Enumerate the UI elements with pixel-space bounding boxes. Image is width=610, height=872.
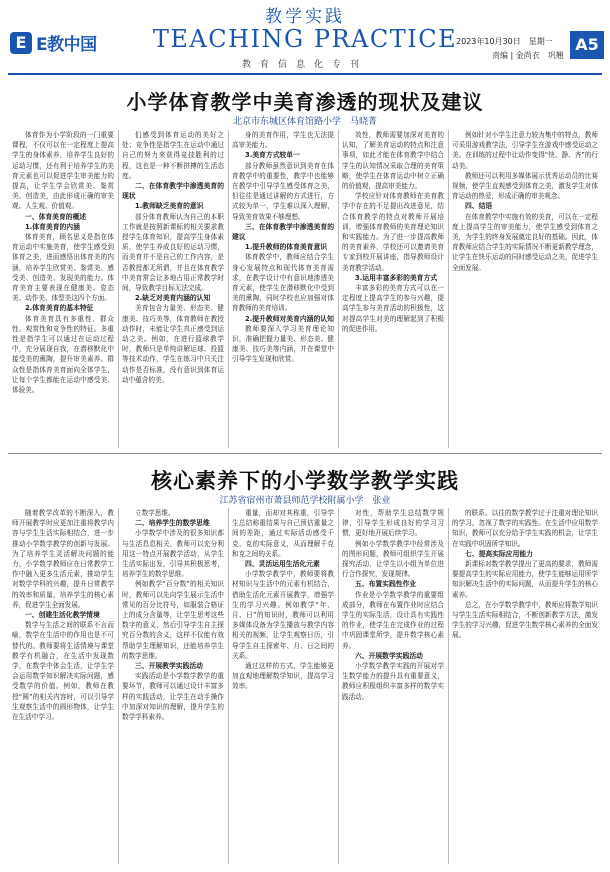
article2-byline: 江苏省宿州市萧县师范学校附属小学 张业 [219, 496, 391, 506]
section-heading: 七、提高实际应用能力 [465, 549, 533, 558]
section-heading: 1.提升教师的体育美育意识 [245, 243, 328, 252]
column-divider [228, 130, 229, 448]
section-heading: 二、在体育教学中渗透美育的现状 [122, 182, 224, 201]
body-paragraph: 体育作为小学阶段的一门重要课程，不仅可以在一定程度上提高学生的身体素养，培养学生良好的运动习惯，还有利于培养学生的美育元素也可以促进学生审美能力的提高，让学生学会欣赏美、鉴赏美、创造美，由此形成正确的审美观、人生观、价值观。 [12, 131, 114, 211]
column-divider [228, 508, 229, 864]
body-paragraph: 丰富多彩的美育方式可以在一定程度上提高学生的参与兴趣，提高学生参与美育活动的积极性，这对提高学生对美的理解起到了积极的促进作用。 [342, 284, 444, 333]
article1-column-1 [12, 130, 114, 448]
section-title-en: TEACHING PRACTICE [152, 25, 458, 53]
column-divider [338, 508, 339, 864]
body-paragraph: 对性，帮助学生总结数学规律，引导学生形成良好的学习习惯，更好地开展后续学习。 [342, 509, 444, 538]
body-paragraph: 例如教学“百分数”的相关知识时，教师可以先向学生展示生活中常见的百分比符号，如服装合格证上的成分含量等，让学生思考这些数字的意义，然后引导学生自主探究百分数的含义，这样不仅能有效帮助学生理解知识，还能培养学生的数学思维。 [122, 580, 224, 660]
body-paragraph: 小学数学教学中，教师要将教材知识与生活中的元素有机结合，借助生活化元素开展教学，增强学生的学习兴趣。例如教学“年、月、日”的知识时，教师可以利用多媒体设备为学生播放与教学内容相关的视频，让学生观察日历，引导学生自主探索年、月、日之间的关系。 [232, 570, 334, 660]
body-paragraph: 小学数学中涉及的很多知识都与生活息息相关，教师可以充分利用这一特点开展教学活动，从学生生活实际出发，引导其积极思考，培养学生的数学思维。 [122, 529, 224, 579]
body-paragraph: 美育包含力量美、形态美、健康美、技巧美等，体育教师在教授动作时，未能让学生真正感受到运动之美。例如，在进行篮球教学时，教师只是单纯讲解运球、投篮等技术动作，学生在练习中只关注动作是否标准，没有意识到体育运动中蕴含的美。 [122, 304, 224, 384]
column-divider [118, 130, 119, 448]
article2-column-3 [232, 508, 334, 864]
article2-column-1 [12, 508, 114, 864]
body-paragraph: 随着教学改革的不断深入，教师开展教学时应更加注重将教学内容与学生生活实际相结合，进一步推动小学数学教学的创新与发展。为了培养学生灵活解决问题的能力，小学数学教师应在日常教学工作中融入更多生活元素，推动学生对数学学科的兴趣，提升日常教学的效率和质量，培养学生的核心素养，促进学生全面发展。 [12, 509, 114, 609]
article1-column-5 [452, 130, 598, 448]
logo-e-icon: E [10, 32, 32, 54]
body-paragraph: 教师还可以利用多媒体展示优秀运动员的比赛视频，使学生直观感受到体育之美，激发学生对体育运动的热爱，形成正确的审美观念。 [452, 171, 598, 201]
article1-column-3 [232, 130, 334, 448]
section-heading: 三、开展教学实践活动 [135, 662, 203, 671]
section-heading: 三、在体育教学中渗透美育的建议 [232, 222, 334, 242]
section-heading: 3.运用丰富多彩的美育方式 [355, 273, 438, 282]
article1-byline: 北京市东城区体育馆路小学 马晓菁 [232, 117, 377, 127]
column-divider [118, 508, 119, 864]
section-heading: 2.提升教师对美育内涵的认知 [245, 314, 334, 323]
body-paragraph: 例如小学数学教学中经常涉及的图形问题，教师可组织学生开展探究活动，让学生以小组为单位进行合作探究，发现规律。 [342, 539, 444, 579]
body-paragraph: 们感受到体育运动的美好之处；竞争性是指学生在运动中通过自己的努力来获得竞技胜利的过程，这也是一种不断拼搏的生活态度。 [122, 131, 224, 180]
section-heading: 1.教师缺乏美育的意识 [135, 202, 204, 211]
article2-column-4 [342, 508, 444, 864]
section-heading: 五、布置实践性作业 [355, 580, 417, 589]
masthead [0, 0, 610, 82]
section-heading: 四、结语 [465, 202, 493, 211]
section-heading: 1.体育美育的内涵 [25, 222, 80, 231]
section-heading: 2.体育美育的基本特征 [25, 304, 94, 313]
body-paragraph: 实践活动是小学数学教学的重要环节，教师可以通过设计丰富多样的实践活动，让学生在动手操作中加深对知识的理解，提升学生的数学学科素养。 [122, 672, 224, 722]
body-paragraph: 立数学思维。 [135, 509, 175, 517]
body-paragraph: 新课标对数学教学提出了更高的要求，教师需要提高学生的实际应用能力，使学生能够运用所学知识解决生活中的实际问题，从而提升学生的核心素养。 [452, 560, 598, 599]
article-divider [8, 453, 602, 454]
masthead-rule [8, 73, 602, 75]
body-paragraph: 的联系。以往的数学教学过于注重对理论知识的学习，忽视了数学的实践性。在生活中应用数学知识，教师可以充分给予学生实践的机会，让学生在实践中巩固所学知识。 [452, 509, 598, 548]
article1-title: 小学体育教学中美育渗透的现状及建议 [126, 90, 484, 114]
body-paragraph: 作业是小学数学教学的重要组成部分，教师在布置作业时应结合学生的实际生活，设计具有实践性的作业，使学生在完成作业的过程中巩固课堂所学，提升数学核心素养。 [342, 590, 444, 650]
page-number-badge: A5 [570, 31, 604, 59]
section-title-cn: 教学实践 [265, 7, 345, 27]
body-paragraph: 身的美育作用，学生也无法提高审美能力。 [232, 131, 334, 150]
column-divider [338, 130, 339, 448]
article2-title: 核心素养下的小学数学教学实践 [151, 469, 459, 493]
section-heading: 二、培养学生的数学思维 [135, 519, 210, 528]
article1-column-4 [342, 130, 444, 448]
body-paragraph: 小学数学教学实践的开展对学生数学能力的提升具有重要意义，教师应积极组织丰富多样的数学实践活动。 [342, 662, 444, 701]
body-paragraph: 通过这样的方式，学生能够更加直观地理解数学知识，提高学习效率。 [232, 662, 334, 691]
body-paragraph: 总之，在小学数学教学中，教师应将数学知识与学生生活实际相结合，不断创新教学方法，激发学生的学习兴趣，促进学生数学核心素养的全面发展。 [452, 600, 598, 640]
body-paragraph: 体育美育具有多重性、群众性、观赏性和竞争性的特征。多重性是指学生可以通过在运动过程中，充分展现自我，在潜移默化中接受美的熏陶，提升审美素养。群众性是指体育美育面向全体学生，让每个学生都能在运动中感受美、体验美。 [12, 314, 114, 395]
section-subtitle: 教育信息化专刊 [241, 60, 368, 70]
body-paragraph: 学校应针对体育教师在美育教学中存在的不足提出改进意见，结合体育教学的特点对教师开展培训，增强体育教师的美育理论知识和实践能力。为了进一步提高教师的美育素养，学校还可以邀请美育专家到校开展讲座，指导教师设计美育教学活动。 [342, 192, 444, 272]
article1-column-2 [122, 130, 224, 448]
body-paragraph: 数学与生活之间的联系不言而喻，数学在生活中的作用也是不可替代的。教师要将生活情境与课堂教学有机融合，在生活中发现数学，在数学中体会生活，让学生学会运用数学知识解决实际问题，感受数学的价值。例如，教师在教授“圆”的相关内容时，可以引导学生观察生活中的圆形物体，让学生在生活中学习。 [12, 621, 114, 722]
body-paragraph: 例如针对小学生注意力较为集中的特点，教师可采用游戏教学法，引导学生在游戏中感受运动之美。在训练的过程中让动作变得“快、静、齐”的行动美。 [452, 131, 598, 170]
section-heading: 四、灵活运用生活化元素 [245, 560, 320, 569]
body-paragraph: 体育教学中，教师应结合学生身心发展特点和现代体育美育需求，在教学设计中有意识地渗透美育元素，使学生在潜移默化中受到美的熏陶，同时学校也应加强对体育教师的美育培训。 [232, 253, 334, 313]
body-paragraph: 部分教师虽然意识到美育在体育教学中的重要性，教学中也能够在教学中引导学生感受体育之美，但往往是通过讲解的方式进行，方式较为单一，学生难以深入理解，导致美育效果不够理想。 [232, 161, 334, 221]
logo-text: E教中国 [36, 35, 97, 55]
body-paragraph: 重量，而却对其称重，引导学生总结称重结果与自己预估重量之间的差距，通过实际活动感受千克、克的实际意义，从而理解千克和克之间的关系。 [232, 509, 334, 558]
column-divider [448, 508, 449, 864]
body-paragraph: 部分体育教师认为自己的本职工作就是按照新课标的相关要求教授学生体育知识，提高学生身体素质，使学生养成良好的运动习惯，而美育并不是自己的工作内容，是否教授都无所谓，并且在体育教学中美育常会让多地占用正常教学时间，导致教学目标无法完成。 [122, 212, 224, 293]
section-heading: 一、创建生活化教学情境 [25, 611, 100, 620]
section-heading: 2.缺乏对美育内涵的认知 [135, 294, 211, 303]
section-heading: 六、开展数学实践活动 [355, 651, 423, 660]
body-paragraph: 在体育教学中实施有效的美育，可以在一定程度上提高学生的审美能力，使学生感受到体育之美，为学生的终身发展奠定良好的基础。因此，体育教师应结合学生的实际情况不断更新教学理念，让学生在快乐运动的同时感受运动之美，促进学生全面发展。 [452, 212, 598, 272]
body-paragraph: 教师要深入学习美育理论知识，准确把握力量美、形态美、健康美、技巧美等内涵，并在课堂中引导学生发现和欣赏。 [232, 324, 334, 364]
column-divider [448, 130, 449, 448]
issue-date: 2023年10月30日 星期一 [456, 37, 553, 46]
article2-column-5 [452, 508, 598, 864]
section-heading: 3.美育方式较单一 [245, 151, 300, 160]
body-paragraph: 体育美育，顾名思义是指在体育运动中实施美育，使学生感受到体育之美，进而感悟出体育美的内涵，培养学生欣赏美、鉴赏美、感受美、创造美、发现美的能力。体育美育主要表现在健康美、姿态美、动作美、体型美这四个方面。 [12, 233, 114, 303]
body-paragraph: 效性，教师需要加深对美育的认知，了解美育运动的特点和注意事项，如此才能在体育教学中结合学生的认知情况采取合理的美育策略，使学生在体育运动中树立正确的价值观，提高审美能力。 [342, 131, 444, 191]
section-heading: 一、体育美育的概述 [25, 212, 87, 221]
editor-credit: 责编 | 金尚衣 巩翘 [492, 51, 564, 60]
article2-column-2 [122, 508, 224, 864]
